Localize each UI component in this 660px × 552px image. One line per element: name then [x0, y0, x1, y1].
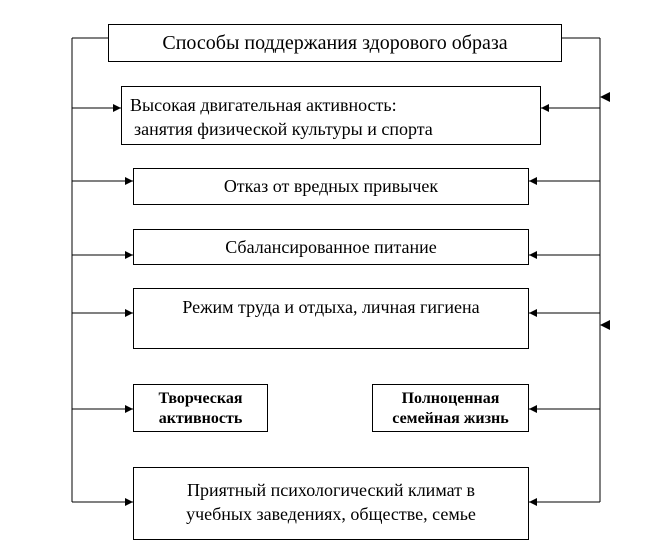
box-physical-activity-line-2: занятия физической культуры и спорта	[134, 119, 433, 139]
box-no-bad-habits	[133, 168, 529, 205]
box-psychological-climate-line-2: учебных заведениях, обществе, семье	[186, 504, 476, 524]
box-balanced-nutrition	[133, 229, 529, 265]
diagram-title: Способы поддержания здорового образа	[108, 24, 562, 62]
box-work-rest-hygiene	[133, 288, 529, 349]
box-creative-activity-line-1: Творческая	[158, 390, 243, 407]
box-no-bad-habits-text: Отказ от вредных привычек	[223, 176, 439, 196]
box-physical-activity	[121, 86, 541, 145]
box-family-life	[372, 384, 529, 432]
box-physical-activity-line-1: Высокая двигательная активность:	[130, 95, 397, 115]
box-creative-activity-line-2: активность	[158, 410, 243, 427]
box-balanced-nutrition-text: Сбалансированное питание	[225, 237, 437, 257]
box-creative-activity	[133, 384, 268, 432]
box-family-life-line-1: Полноценная	[401, 390, 500, 407]
box-work-rest-hygiene-text: Режим труда и отдыха, личная гигиена	[182, 297, 480, 317]
box-psychological-climate-line-1: Приятный психологический климат в	[187, 480, 475, 500]
box-psychological-climate	[133, 467, 529, 540]
right-edge-arrowhead-1	[600, 92, 610, 102]
box-family-life-line-2: семейная жизнь	[392, 410, 509, 427]
right-edge-arrowhead-2	[600, 320, 610, 330]
